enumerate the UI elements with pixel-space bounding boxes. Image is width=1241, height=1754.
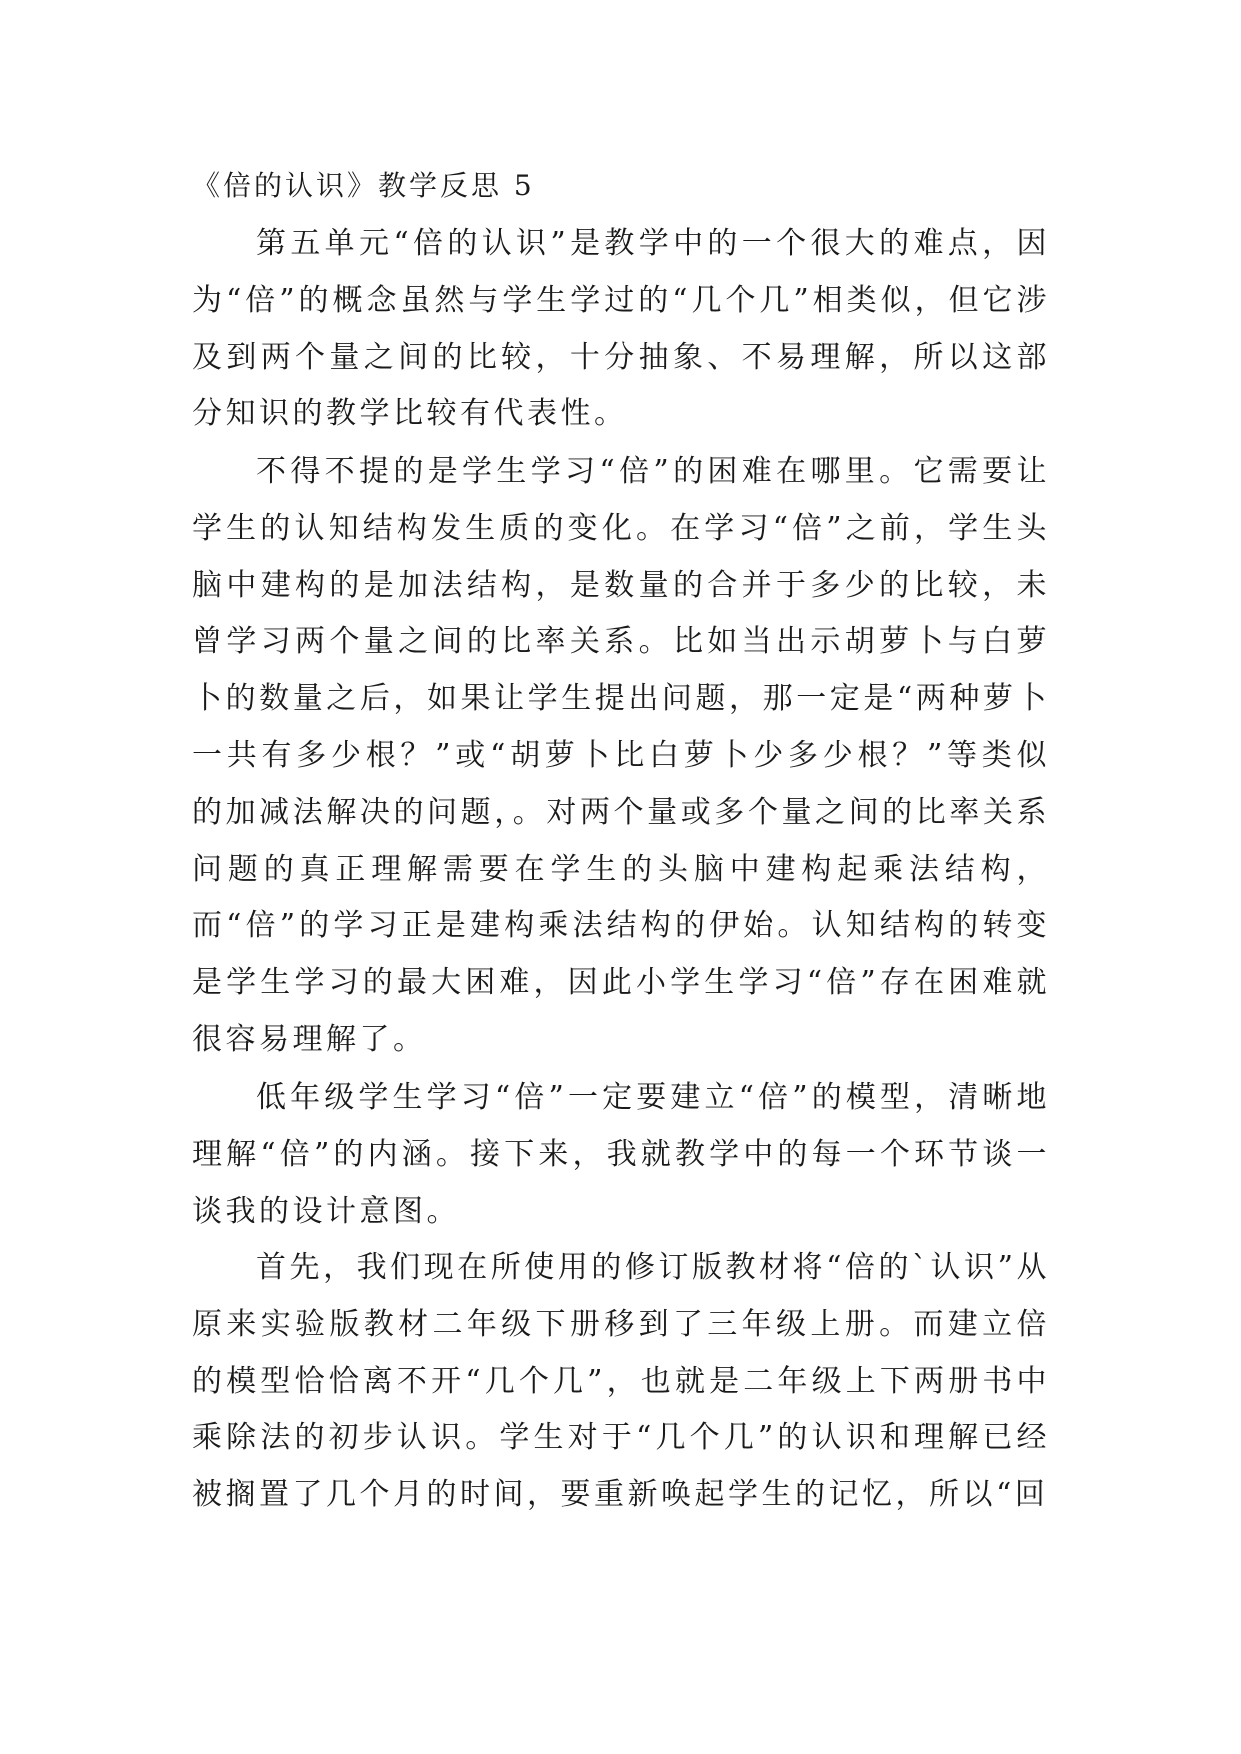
paragraph-3: 低年级学生学习“倍”一定要建立“倍”的模型，清晰地理解“倍”的内涵。接下来，我就教学中的每一个环节谈一谈我的设计意图。 xyxy=(192,1080,1050,1229)
document-title: 《倍的认识》教学反思 5 xyxy=(192,169,535,202)
paragraph-4: 首先，我们现在所使用的修订版教材将“倍的`认识”从原来实验版教材二年级下册移到了三年级上册。而建立倍的模型恰恰离不开“几个几”，也就是二年级上下两册书中乘除法的初步认识。学生对于“几个几”的认识和理解已经被搁置了几个月的时间，要重新唤起学生的记忆，所以“回 xyxy=(192,1250,1050,1513)
paragraph-1: 第五单元“倍的认识”是教学中的一个很大的难点，因为“倍”的概念虽然与学生学过的“几个几”相类似，但它涉及到两个量之间的比较，十分抽象、不易理解，所以这部分知识的教学比较有代表性。 xyxy=(192,226,1050,432)
paragraph-2: 不得不提的是学生学习“倍”的困难在哪里。它需要让学生的认知结构发生质的变化。在学习“倍”之前，学生头脑中建构的是加法结构，是数量的合并于多少的比较，未曾学习两个量之间的比率关系。比如当出示胡萝卜与白萝卜的数量之后，如果让学生提出问题，那一定是“两种萝卜一共有多少根？”或“胡萝卜比白萝卜少多少根？”等类似的加减法解决的问题，。对两个量或多个量之间的比率关系问题的真正理解需要在学生的头脑中建构起乘法结构，而“倍”的学习正是建构乘法结构的伊始。认知结构的转变是学生学习的最大困难，因此小学生学习“倍”存在困难就很容易理解了。 xyxy=(192,454,1050,1057)
